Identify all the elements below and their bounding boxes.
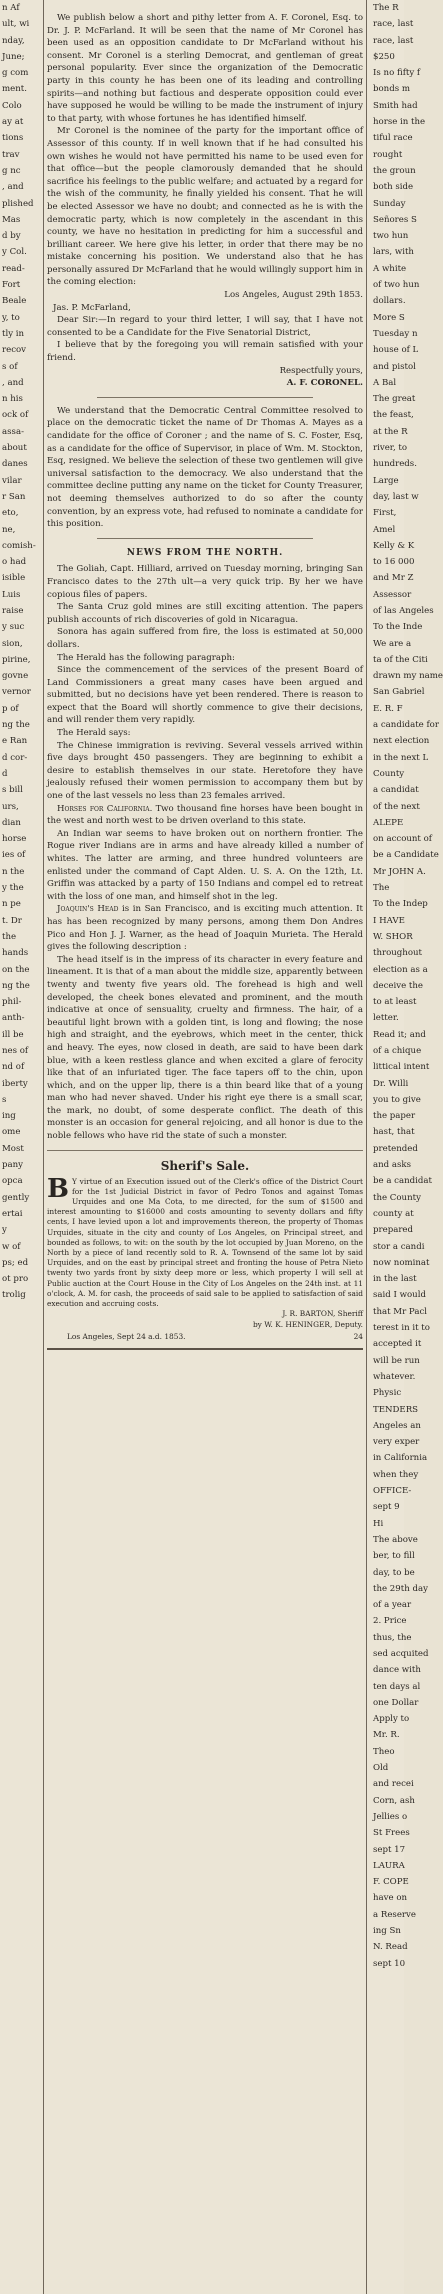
right-column-line: ber, to fill: [373, 1551, 415, 1562]
left-column-line: ment.: [2, 84, 27, 95]
right-column-line: First,: [373, 508, 397, 519]
right-column-line: bonds m: [373, 84, 411, 95]
left-column-line: tly in: [2, 328, 25, 339]
right-column-line: County: [373, 768, 405, 779]
news-herald-says: The Herald says:: [57, 728, 131, 739]
right-column-line: in the next L: [373, 752, 429, 763]
letter-salutation: Jas. P. McFarland,: [53, 302, 131, 313]
deputy-signature: by W. K. HENINGER, Deputy.: [252, 1319, 363, 1329]
bottom-rule: [47, 1348, 363, 1352]
left-column-line: e Ran: [2, 736, 28, 747]
left-column-line: on the: [2, 964, 30, 975]
left-column-line: p of: [2, 703, 19, 714]
right-column-line: The R: [373, 3, 399, 13]
right-column-line: be a candidat: [373, 1176, 432, 1187]
left-column-line: anth-: [2, 1013, 25, 1024]
main-column: [47, 0, 363, 2294]
right-column-line: Corn, ash: [373, 1795, 415, 1806]
right-column-fragments: [370, 0, 443, 2294]
left-column-line: trav: [2, 149, 20, 160]
left-column-line: isible: [2, 573, 26, 584]
right-column-line: the County: [373, 1192, 421, 1203]
separator: [47, 1150, 363, 1151]
letter-signature: A. F. CORONEL.: [286, 378, 363, 389]
right-column-line: will be run: [373, 1355, 420, 1366]
left-column-line: n Af: [2, 3, 20, 13]
right-column-line: both side: [373, 182, 414, 193]
right-column-line: you to give: [373, 1094, 421, 1105]
right-column-line: on account of: [373, 834, 432, 845]
left-column-line: g nc: [2, 165, 21, 176]
left-column-line: d: [2, 768, 8, 779]
right-column-line: of a chique: [373, 1046, 422, 1056]
left-column-line: nd of: [2, 1062, 25, 1073]
right-column-line: LAURA: [373, 1860, 405, 1871]
left-column-line: Fort: [2, 280, 21, 291]
right-column-line: drawn my name: [373, 671, 443, 682]
left-column-line: ies of: [2, 850, 26, 861]
right-column-line: W. SHOR: [373, 931, 413, 942]
column-rule-left: [43, 0, 44, 2294]
left-column-line: ill be: [2, 1029, 24, 1040]
right-column-line: pretended: [373, 1143, 418, 1154]
left-column-line: n his: [2, 394, 23, 405]
sheriff-sale-notice: [47, 1173, 363, 1342]
left-column-line: eto,: [2, 508, 19, 519]
right-column-line: and Mr Z: [373, 573, 414, 584]
left-column-line: assa-: [2, 426, 24, 437]
right-column-line: the 29th day: [373, 1583, 428, 1594]
right-column-line: very exper: [373, 1437, 420, 1448]
right-column-line: Tuesday n: [373, 328, 418, 339]
right-column-line: Hi: [373, 1518, 384, 1529]
left-column-line: y: [2, 1225, 7, 1236]
right-column-line: day, last w: [373, 491, 419, 502]
sheriff-sale-heading: Sherif's Sale.: [160, 1158, 250, 1173]
sheriff-sale-dateline: Los Angeles, Sept 24 a.d. 1853.: [67, 1331, 186, 1341]
left-column-line: y suc: [2, 622, 25, 633]
news-horses-text: Two thousand fine horses have been bought in the west and north west to be driven overland to this state.: [47, 803, 363, 827]
right-column-line: St Frees: [373, 1828, 410, 1839]
left-column-line: plished: [2, 198, 34, 209]
right-column-line: 2. Price: [373, 1616, 407, 1627]
sheriff-sale-dropcap: B: [47, 1173, 69, 1204]
left-column-line: Luis: [2, 589, 21, 600]
right-column-line: the paper: [373, 1111, 416, 1122]
right-column-line: and asks: [373, 1160, 412, 1171]
coronel-intro-paragraph: We publish below a short and pithy letter from A. F. Coronel, Esq. to Dr. J. P. McFarland. It will be seen that the name of Mr Coronel has been used as an opposition candidate to Dr McFarland without his consent. Mr Coronel is a sterling Democrat, and gentleman of great personal popularity. Ever since the organization of the Democratic party in this county he has been one of its leading and controlling spirits—and nothing but factious and desperate opposition could ever have supposed he would be willing to be made the instrument of injury to that party, with whose fortunes he has identified himself.: [47, 13, 363, 124]
right-column-line: San Gabriel: [373, 687, 425, 698]
right-column-line: letter.: [373, 1013, 399, 1024]
right-column-line: a Reserve: [373, 1909, 416, 1920]
left-column-line: , and: [2, 377, 24, 388]
right-column-line: sed acquited: [373, 1648, 429, 1659]
left-column-fragments: [0, 0, 40, 2294]
right-column-line: Sunday: [373, 198, 406, 209]
news-herald-quote: Since the commencement of the services of the present Board of Land Commissioners a great many cases have been argued and submitted, but no decisions have yet been rendered. There is reason to expect that the Board will shortly commence to give their decisions, and will render them very rapidly.: [47, 665, 363, 726]
right-column-line: The great: [373, 394, 416, 405]
right-column-line: thus, the: [373, 1632, 412, 1643]
right-column-line: horse in the: [373, 117, 426, 128]
right-column-line: Apply to: [373, 1714, 410, 1725]
column-rule-right: [366, 0, 367, 2294]
right-column-line: lars, with: [373, 247, 414, 258]
right-column-line: and recei: [373, 1779, 414, 1790]
right-column-line: river, to: [373, 443, 408, 454]
right-column-line: house of L: [373, 345, 419, 356]
right-column-line: whatever.: [373, 1371, 416, 1382]
news-horses-lead: Horses for California.: [57, 803, 153, 814]
left-column-line: Mas: [2, 214, 21, 225]
news-joaquin: [47, 903, 363, 953]
left-column-line: ng the: [2, 980, 30, 991]
right-column-line: a candidat: [373, 785, 419, 796]
sheriff-sale-body: Y virtue of an Execution issued out of the Clerk's office of the District Court for the 1st Judicial District in favor of Pedro Tonos and against Tomas Urquides and one Ma Cota, to me directed, for the sum of $1500 and interest amounting to $16000 and costs amounting to seventy dollars and fifty cents, I have levied upon a lot and improvements thereon, the property of Thomas Urquides, situate in the city and county of Los Angeles, on Principal street, and bounded as follows, to wit: on the south by the lot occupied by Juan Moreno, on the North by a piece of land recently sold to R. A. Townsend of the same lot by said Urquides, and on the east by principal street and fronting the house of Petra Nieto twenty two yards front by sixty deep more or less, which property I will sell at Public auction at the Court House in the City of Los Angeles on the 24th inst. at 11 o'clock, A. M. for cash, the proceeds of said sale to be applied to satisfaction of said execution and accruing costs.: [47, 1176, 363, 1309]
left-column-line: June;: [2, 51, 25, 62]
right-column-line: and pistol: [373, 361, 416, 372]
left-column-line: s of: [2, 361, 18, 372]
right-column-line: The: [373, 883, 390, 894]
left-column-line: pany: [2, 1160, 24, 1171]
right-column-line: TENDERS: [373, 1404, 419, 1415]
left-column-line: comish-: [2, 540, 36, 551]
right-column-line: dollars.: [373, 296, 406, 307]
left-column-line: vernor: [2, 687, 31, 698]
left-column-line: recov: [2, 345, 27, 356]
left-column-line: gently: [2, 1192, 30, 1203]
left-column-line: n the: [2, 866, 25, 877]
right-column-line: sept 17: [373, 1844, 406, 1855]
left-column-line: sion,: [2, 638, 23, 649]
right-column-line: two hun: [373, 231, 409, 242]
right-column-line: Physic: [373, 1388, 402, 1399]
committee-paragraph: We understand that the Democratic Central Committee resolved to place on the democratic ticket the name of Dr Thomas A. Mayes as a candidate for the office of Coroner ; and the name of S. C. Foster, Esq, as a candidate for the office of Supervisor, in place of Wm. M. Stockton, Esq, resigned. We believe the selection of these two gentlemen will give universal satisfaction to the democracy. We also understand that the committee decline putting any name on the ticket for County Treasurer, not deeming themselves authorized to do so after the county convention, by an express vote, had refused to nominate a candidate for this position.: [47, 405, 363, 530]
left-column-line: d cor-: [2, 752, 28, 763]
right-column-line: We are a: [373, 638, 412, 649]
right-column-line: now nominat: [373, 1257, 430, 1268]
left-column-line: pirine,: [2, 654, 31, 665]
right-column-line: To the Indep: [373, 899, 428, 910]
right-column-line: A white: [373, 263, 407, 274]
news-chinese: The Chinese immigration is reviving. Several vessels arrived within five days brought 450 passengers. They are beginning to exhibit a desire to establish themselves in our state. Heretofore they have jealously refused their women permission to accompany them but by one of the last vessels no less than 23 females arrived.: [47, 740, 363, 802]
right-column-line: of a year: [373, 1600, 412, 1611]
coronel-nominee-paragraph: Mr Coronel is the nominee of the party for the important office of Assessor of this county. If in well known that if he had consulted his own wishes he would not have permitted his name to be used even for that office—but the people clamorously demanded that he should sacrifice his feelings to the public welfare; and actuated by a regard for the wish of the community, he finally yielded his consent. That he will be elected Assessor we have no doubt; and connected as he is with the democratic party, which is now completely in the ascendant in this county, we have no hesitation in predicting for him a successful and brilliant career. We here give his letter, in order that there may be no mistake concerning his position. We understand also that he has personally assured Dr McFarland that he would willingly support him in the coming election:: [47, 126, 363, 288]
right-column-line: one Dollar: [373, 1697, 419, 1708]
left-column-line: phil-: [2, 997, 22, 1008]
letter-body-2: I believe that by the foregoing you will remain satisfied with your friend.: [47, 340, 363, 364]
right-column-line: accepted it: [373, 1339, 422, 1350]
left-column-line: Beale: [2, 296, 27, 307]
right-column-line: ten days al: [373, 1681, 421, 1692]
left-column-line: hands: [2, 948, 29, 959]
right-column-line: ing Sn: [373, 1926, 401, 1937]
left-column-line: Colo: [2, 100, 22, 111]
right-column-line: in the last: [373, 1274, 417, 1285]
right-column-line: race, last: [373, 19, 414, 30]
right-column-line: Jellies o: [373, 1811, 408, 1822]
right-column-line: ALEPE: [373, 817, 404, 828]
left-column-line: g com: [2, 68, 29, 79]
right-column-line: day, to be: [373, 1567, 415, 1578]
right-column-line: rought: [373, 149, 403, 160]
left-column-line: ps; ed: [2, 1257, 29, 1268]
right-column-line: to 16 000: [373, 557, 415, 568]
right-column-line: A Bal: [373, 377, 397, 388]
right-column-line: prepared: [373, 1225, 414, 1236]
news-sonora: Sonora has again suffered from fire, the loss is estimated at 50,000 dollars.: [47, 627, 363, 650]
left-column-line: ot pro: [2, 1274, 29, 1285]
right-column-line: $250: [373, 51, 395, 62]
right-column-line: the groun: [373, 165, 416, 176]
right-column-line: next election: [373, 736, 430, 747]
right-column-line: Large: [373, 475, 399, 486]
right-column-line: Is no fifty f: [373, 68, 421, 79]
left-column-line: , and: [2, 182, 24, 193]
right-column-line: of the next: [373, 801, 420, 812]
news-herald: The Herald has the following paragraph:: [57, 652, 235, 663]
left-column-line: vilar: [2, 475, 22, 486]
right-column-line: To the Inde: [373, 622, 423, 633]
right-column-line: Angeles an: [373, 1420, 421, 1431]
left-column-line: danes: [2, 459, 28, 470]
left-column-line: ng the: [2, 720, 30, 731]
separator: [97, 538, 313, 539]
left-column-line: ne,: [2, 524, 16, 535]
right-column-line: The above: [373, 1534, 418, 1545]
right-column-line: sept 9: [373, 1502, 400, 1513]
right-column-line: tiful race: [373, 133, 413, 144]
left-column-line: s bill: [2, 785, 23, 796]
right-column-line: Assessor: [373, 589, 412, 600]
left-column-line: read-: [2, 263, 25, 274]
right-column-line: have on: [373, 1893, 408, 1904]
right-column-line: Kelly & K: [373, 540, 415, 551]
right-column-line: election as a: [373, 964, 428, 975]
left-column-line: ertai: [2, 1208, 23, 1219]
news-joaquin-lead: Joaquin's Head: [57, 904, 119, 915]
right-column-line: terest in it to: [373, 1323, 430, 1334]
letter-body: Dear Sir:—In regard to your third letter, I will say, that I have not consented to be a Candidate for the Five Senatorial District,: [47, 315, 363, 338]
right-column-line: that Mr Pacl: [373, 1306, 428, 1317]
right-column-line: E. R. F: [373, 703, 403, 714]
right-column-line: Dr. Willi: [373, 1078, 409, 1089]
right-column-line: littical intent: [373, 1062, 430, 1073]
right-column-line: throughout: [373, 948, 423, 959]
left-column-line: t. Dr: [2, 915, 22, 926]
left-column-line: ome: [2, 1127, 21, 1138]
left-column-line: dian: [2, 817, 21, 828]
right-column-line: F. COPE: [373, 1877, 409, 1888]
news-goliah: The Goliah, Capt. Hilliard, arrived on Tuesday morning, bringing San Francisco dates to the 27th ult—a very quick trip. By her we have copious files of papers.: [47, 564, 363, 600]
right-column-line: Mr JOHN A.: [373, 866, 426, 877]
right-column-line: Mr. R.: [373, 1730, 400, 1741]
left-column-line: the: [2, 931, 17, 942]
left-column-line: iberty: [2, 1078, 28, 1089]
left-column-line: nday,: [2, 35, 25, 46]
left-column-line: ing: [2, 1111, 16, 1122]
left-column-line: ay at: [2, 117, 24, 128]
news-indian: An Indian war seems to have broken out on northern frontier. The Rogue river Indians are in arms and have already killed a number of whites. The latter are arming, and three hundred volunteers are enlisted under the command of Capt Alden. U. S. A. On the 12th, Lt. Griffin was attacked by a party of 150 Indians and compel ed to retreat with the loss of one man, and himself shot in the leg.: [47, 828, 363, 902]
right-column-line: OFFICE-: [373, 1486, 412, 1497]
right-column-line: N. Read: [373, 1942, 408, 1953]
right-column-line: sept 10: [373, 1958, 406, 1969]
right-column-line: deceive the: [373, 980, 423, 991]
right-column-line: Theo: [373, 1746, 395, 1757]
right-column-line: at the R: [373, 426, 408, 437]
left-column-line: y the: [2, 883, 24, 894]
right-column-line: in California: [373, 1453, 428, 1464]
right-column-line: hast, that: [373, 1127, 415, 1138]
left-column-line: raise: [2, 605, 24, 616]
right-column-line: said I would: [373, 1290, 426, 1301]
right-column-line: a candidate for: [373, 720, 439, 731]
right-column-line: Señores S: [373, 214, 417, 225]
left-column-line: urs,: [2, 801, 19, 812]
right-column-line: stor a candi: [373, 1241, 425, 1252]
left-column-line: y, to: [2, 312, 20, 323]
news-joaquin-text: is in San Francisco, and is exciting much attention. It has has been recognized by many persons, among them Don Andres Pico and Hon J. J. Warner, as the head of Joaquin Murieta. The Herald gives the following description :: [47, 904, 364, 953]
right-column-line: race, last: [373, 35, 414, 46]
left-column-line: ock of: [2, 410, 29, 421]
right-column-line: More S: [373, 312, 405, 323]
right-column-line: county at: [373, 1208, 414, 1219]
right-column-line: hundreds.: [373, 459, 417, 470]
sheriff-signature: J. R. BARTON, Sheriff: [282, 1309, 363, 1319]
right-column-line: I HAVE: [373, 915, 405, 926]
left-column-line: r San: [2, 491, 26, 502]
right-column-line: ta of the Citi: [373, 654, 428, 665]
left-column-line: nes of: [2, 1046, 29, 1056]
right-column-line: Amel: [373, 524, 396, 535]
letter-dateline: Los Angeles, August 29th 1853.: [224, 290, 363, 301]
left-column-line: govne: [2, 671, 29, 682]
right-column-line: be a Candidate: [373, 850, 439, 861]
left-column-line: d by: [2, 231, 21, 242]
news-joaquin-quote: The head itself is in the impress of its character in every feature and lineament. It is that of a man about the middle size, apparently between twenty and twenty five years old. The forehead is high and well developed, the cheek bones elevated and prominent, and the mouth indicative at once of sensuality, cruelty and firmness. The hair, of a beautiful light brown with a golden tint, is long and flowing; the nose high and straight, and the eyebrows, which meet in the center, thick and heavy. The eyes, now closed in death, are said to have been dark blue, with a keen restless glance and when excited a glare of ferocity like that of an infuriated tiger. The face tapers off to the chin, upon which, and on the upper lip, there is a thin beard like that of a young man who had never shaved. Under his right eye there is a small scar, the mark, no doubt, of some desperate conflict. The death of this monster is an occasion for general rejoicing, and all honor is due to the noble fellows who have rid the state of such a monster.: [47, 954, 363, 1142]
left-column-line: opca: [2, 1176, 23, 1187]
right-column-line: dance with: [373, 1665, 421, 1676]
news-santa-cruz: The Santa Cruz gold mines are still exciting attention. The papers publish accounts of rich discoveries of gold in Nicaragua.: [47, 602, 363, 625]
left-column-line: w of: [2, 1241, 21, 1252]
right-column-line: Smith had: [373, 100, 418, 111]
left-column-line: n pe: [2, 899, 21, 910]
letter-closing: Respectfully yours,: [279, 365, 363, 376]
right-column-line: Read it; and: [373, 1029, 426, 1040]
right-column-line: of two hun: [373, 280, 420, 291]
right-column-line: of las Angeles: [373, 605, 434, 616]
sheriff-sale-number: 24: [353, 1331, 363, 1341]
left-column-line: about: [2, 443, 27, 454]
right-column-line: the feast,: [373, 410, 414, 421]
right-column-line: to at least: [373, 997, 417, 1008]
news-heading: NEWS FROM THE NORTH.: [126, 547, 284, 558]
right-column-line: Old: [373, 1763, 389, 1774]
left-column-line: y Col.: [2, 247, 27, 258]
left-column-line: tions: [2, 133, 24, 144]
news-horses: [47, 803, 363, 828]
left-column-line: ult, wi: [2, 19, 30, 30]
left-column-line: o had: [2, 557, 27, 568]
left-column-line: s: [2, 1094, 7, 1105]
left-column-line: Most: [2, 1143, 24, 1154]
separator: [97, 397, 313, 398]
left-column-line: horse: [2, 834, 27, 845]
right-column-line: when they: [373, 1469, 419, 1480]
left-column-line: trolig: [2, 1290, 26, 1301]
